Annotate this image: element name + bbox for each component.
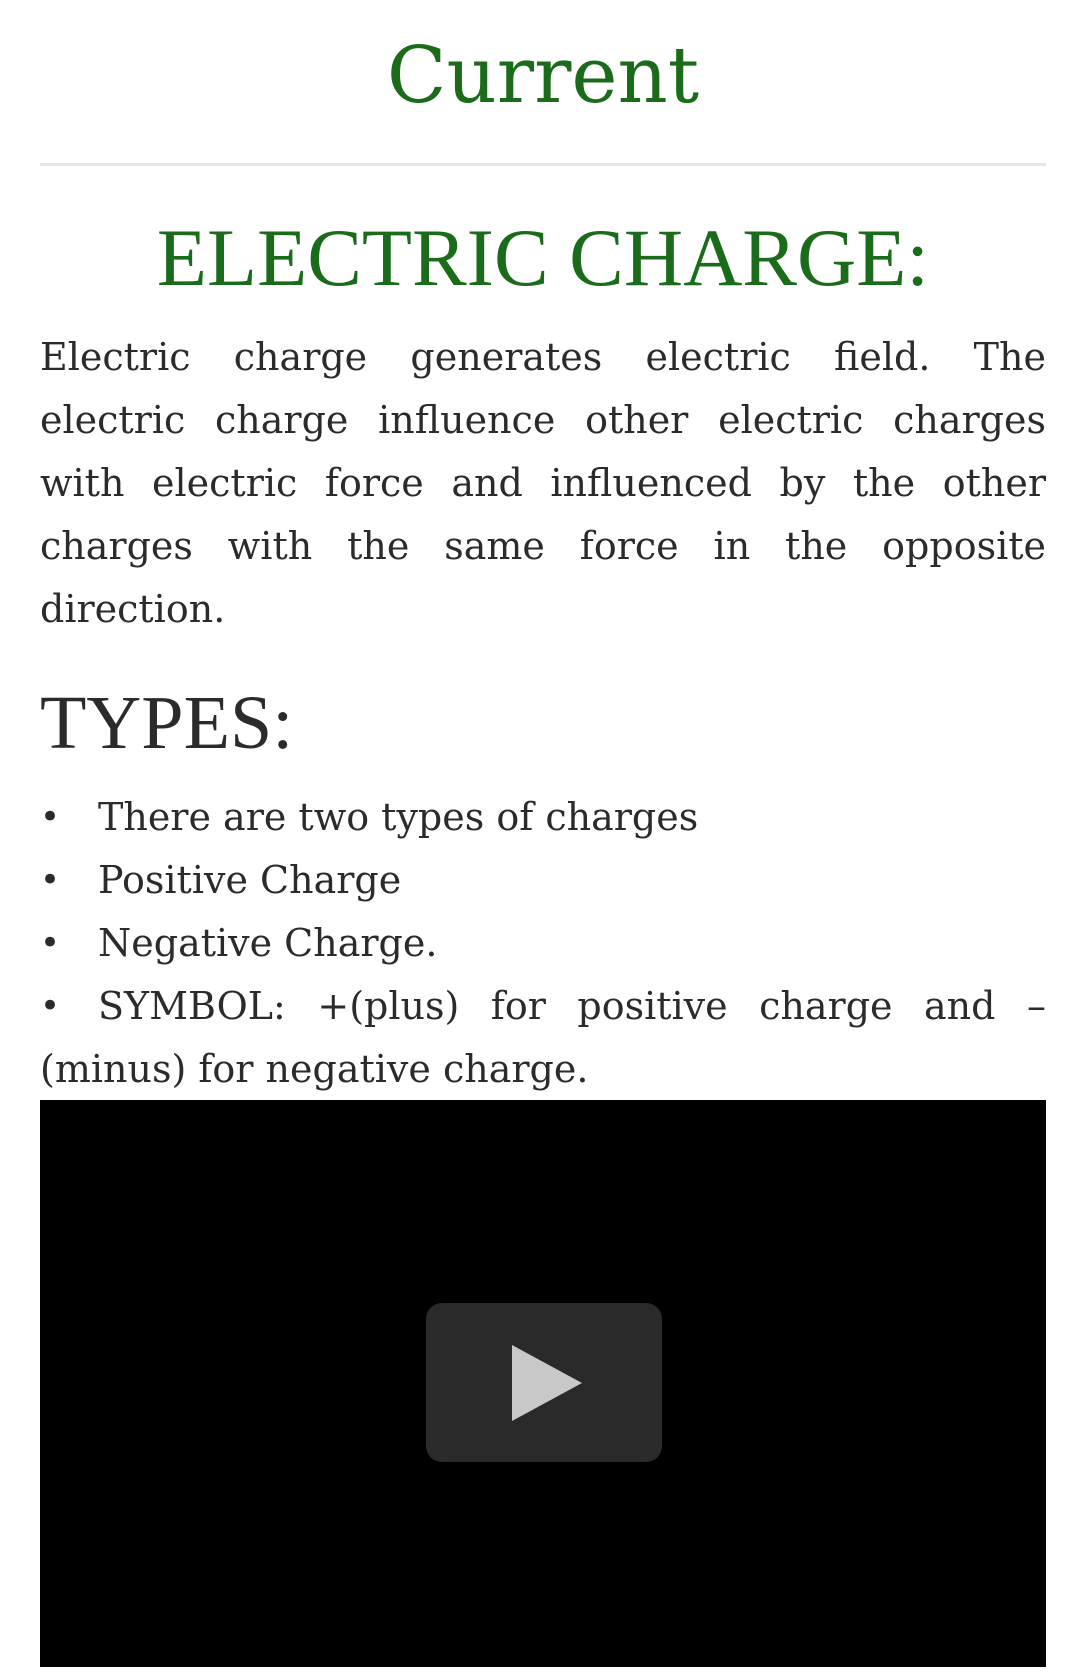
- list-item-text: Positive Charge: [98, 858, 402, 902]
- types-list: [40, 786, 1046, 1101]
- electric-charge-paragraph: Electric charge generates electric field. The electric charge influence other electric charges with electric force and influenced by the other charges with the same force in the opposite direction.: [40, 335, 1046, 631]
- bullet: •: [40, 797, 61, 837]
- list-item: [40, 975, 1046, 1101]
- section-heading-types: TYPES:: [40, 681, 294, 765]
- article: [40, 0, 1046, 1091]
- list-item-text: Negative Charge.: [98, 921, 438, 965]
- page-title: Current: [386, 31, 700, 121]
- list-item-text: There are two types of charges: [98, 795, 699, 839]
- list-item: [40, 849, 1046, 912]
- bullet: •: [40, 923, 61, 963]
- bullet: •: [40, 860, 61, 900]
- video-player[interactable]: [40, 1100, 1046, 1667]
- list-item: [40, 786, 1046, 849]
- play-button[interactable]: [426, 1303, 662, 1462]
- section-heading-electric-charge: ELECTRIC CHARGE:: [156, 212, 930, 303]
- list-item: [40, 912, 1046, 975]
- title-divider: [40, 163, 1046, 166]
- play-icon: [512, 1345, 582, 1421]
- bullet: •: [40, 986, 61, 1026]
- list-item-text: SYMBOL: +(plus) for positive charge and – (minus) for negative charge.: [40, 984, 1046, 1091]
